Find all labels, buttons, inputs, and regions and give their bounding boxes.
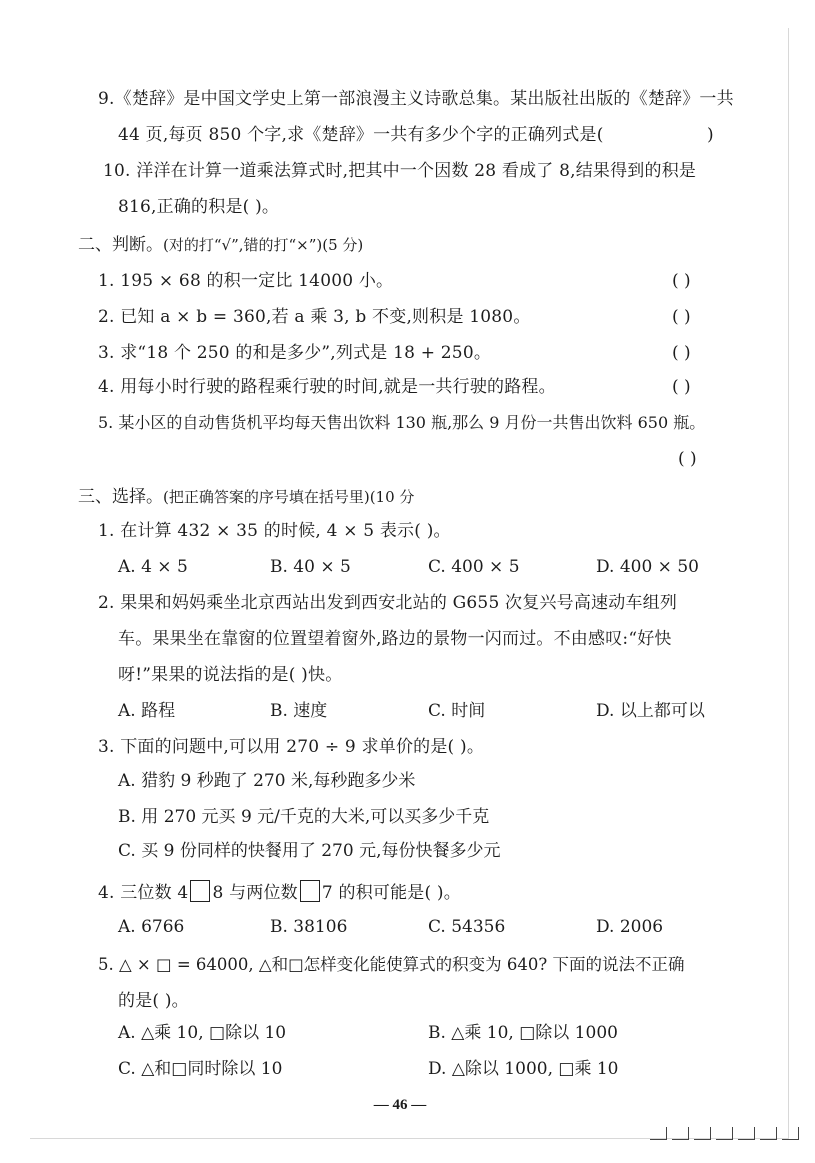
choice-q5-option-b: B. △乘 10, □除以 1000 (428, 1023, 618, 1043)
section2-note: (对的打“√”,错的打“×”)(5 分) (163, 236, 364, 254)
choice-q1-option-c: C. 400 × 5 (428, 557, 520, 577)
choice-q2-line3: 呀!”果果的说法指的是( )快。 (118, 665, 343, 685)
choice-q2-option-b: B. 速度 (270, 701, 328, 721)
choice-q5-line1: 5. △ × □ = 64000, △和□怎样变化能使算式的积变为 640? 下面的说法不正确 (98, 955, 685, 974)
section2-heading (78, 234, 363, 256)
choice-q1-option-b: B. 40 × 5 (270, 557, 351, 577)
judge-item-3: 3. 求“18 个 250 的和是多少”,列式是 18 + 250。 (98, 343, 492, 363)
judge-blank-1[interactable]: ( ) (672, 271, 691, 291)
choice-q3: 3. 下面的问题中,可以用 270 ÷ 9 求单价的是( )。 (98, 737, 485, 757)
q9-close-paren: ) (707, 125, 714, 145)
q9-line2: 44 页,每页 850 个字,求《楚辞》一共有多少个字的正确列式是( (118, 125, 604, 145)
choice-q4-option-a: A. 6766 (118, 917, 185, 937)
page-number: — 46 — (373, 1097, 427, 1113)
judge-item-4: 4. 用每小时行驶的路程乘行驶的时间,就是一共行驶的路程。 (98, 377, 556, 397)
judge-blank-5[interactable]: ( ) (678, 449, 697, 469)
judge-blank-3[interactable]: ( ) (672, 343, 691, 363)
choice-q1-option-a: A. 4 × 5 (118, 557, 188, 577)
choice-q2-option-c: C. 时间 (428, 701, 486, 721)
section3-heading (78, 486, 414, 508)
choice-q5-option-d: D. △除以 1000, □乘 10 (428, 1059, 619, 1079)
choice-q2-line1: 2. 果果和妈妈乘坐北京西站出发到西安北站的 G655 次复兴号高速动车组列 (98, 593, 678, 613)
choice-q4-option-c: C. 54356 (428, 917, 506, 937)
q10-line1: 10. 洋洋在计算一道乘法算式时,把其中一个因数 28 看成了 8,结果得到的积是 (103, 161, 697, 181)
choice-q2-option-a: A. 路程 (118, 701, 176, 721)
digit-box-three-digit (190, 880, 210, 902)
choice-q3-option-a: A. 猎豹 9 秒跑了 270 米,每秒跑多少米 (118, 771, 416, 791)
choice-q2-option-d: D. 以上都可以 (596, 701, 705, 721)
judge-blank-4[interactable]: ( ) (672, 377, 691, 397)
choice-q4 (98, 880, 461, 904)
choice-q5-line2: 的是( )。 (118, 991, 189, 1011)
choice-q1-option-d: D. 400 × 50 (596, 557, 699, 577)
judge-item-1: 1. 195 × 68 的积一定比 14000 小。 (98, 271, 394, 291)
choice-q4-mid: 8 与两位数 (212, 883, 298, 903)
choice-q1: 1. 在计算 432 × 35 的时候, 4 × 5 表示( )。 (98, 521, 451, 541)
choice-q4-option-b: B. 38106 (270, 917, 348, 937)
page-corner-marks (650, 1127, 800, 1141)
choice-q4-pre: 4. 三位数 4 (98, 883, 189, 903)
choice-q5-option-c: C. △和□同时除以 10 (118, 1059, 283, 1079)
choice-q4-option-d: D. 2006 (596, 917, 664, 937)
choice-q3-option-b: B. 用 270 元买 9 元/千克的大米,可以买多少千克 (118, 807, 490, 827)
q9-line1: 9.《楚辞》是中国文学史上第一部浪漫主义诗歌总集。某出版社出版的《楚辞》一共 (98, 89, 734, 109)
judge-item-2: 2. 已知 a × b = 360,若 a 乘 3, b 不变,则积是 1080。 (98, 307, 531, 327)
choice-q5-option-a: A. △乘 10, □除以 10 (118, 1023, 287, 1043)
judge-item-5: 5. 某小区的自动售货机平均每天售出饮料 130 瓶,那么 9 月份一共售出饮料 650 瓶。 (98, 413, 706, 432)
section3-title: 三、选择。 (78, 487, 163, 507)
judge-blank-2[interactable]: ( ) (672, 307, 691, 327)
choice-q3-option-c: C. 买 9 份同样的快餐用了 270 元,每份快餐多少元 (118, 841, 501, 861)
choice-q4-post: 7 的积可能是( )。 (321, 883, 461, 903)
q10-line2: 816,正确的积是( )。 (118, 197, 280, 217)
section2-title: 二、判断。 (78, 235, 163, 255)
digit-box-two-digit (300, 880, 320, 902)
choice-q2-line2: 车。果果坐在靠窗的位置望着窗外,路边的景物一闪而过。不由感叹:“好快 (118, 629, 672, 649)
section3-note: (把正确答案的序号填在括号里)(10 分 (163, 488, 415, 506)
